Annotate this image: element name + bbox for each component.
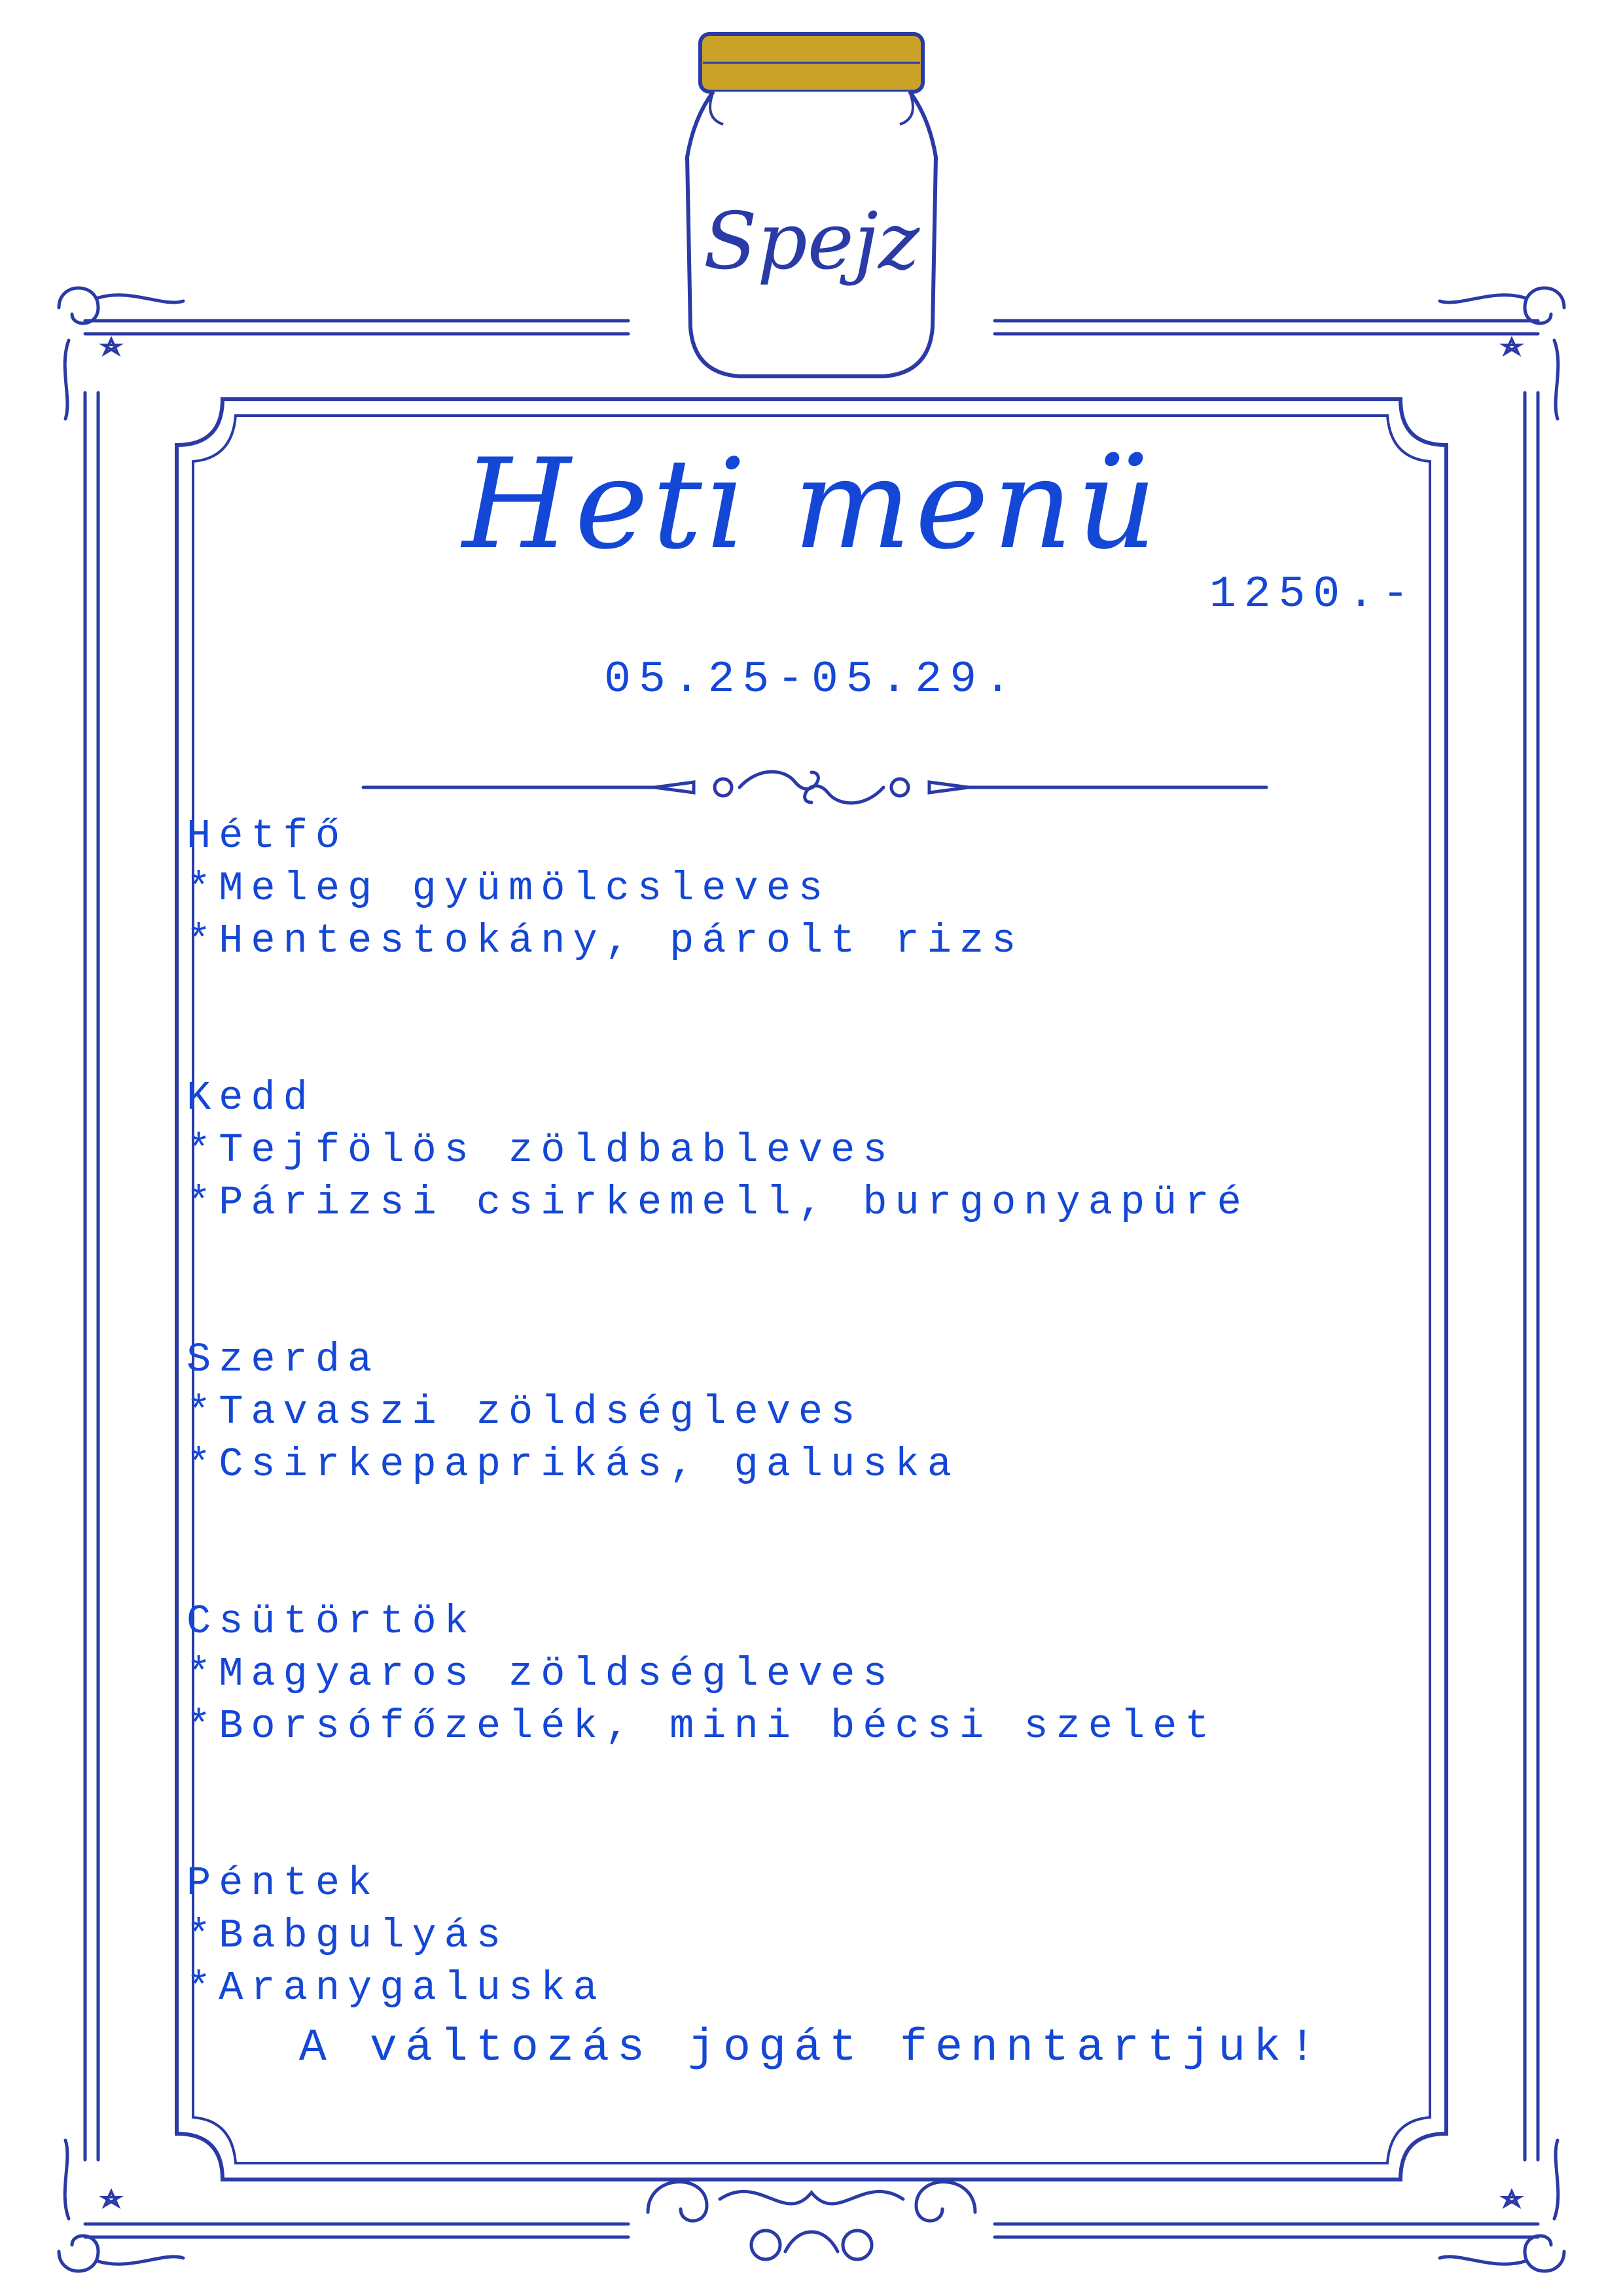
jar-logo (674, 20, 949, 386)
footer-note: A változás jogát fenntartjuk! (298, 2022, 1325, 2074)
jar-logo-text: Spejz (703, 196, 920, 287)
dish-soup: *Tavaszi zöldségleves (187, 1389, 863, 1435)
date-range: 05.25-05.29. (604, 655, 1019, 705)
dish-soup: *Tejfölös zöldbableves (187, 1127, 895, 1174)
day-name: Kedd (187, 1075, 315, 1121)
dish-main: *Borsófőzelék, mini bécsi szelet (187, 1703, 1217, 1749)
day-block-monday (187, 810, 1249, 967)
day-name: Péntek (187, 1860, 380, 1907)
menu-list (187, 810, 1249, 2119)
day-name: Szerda (187, 1336, 380, 1383)
day-name: Hétfő (187, 813, 348, 859)
day-block-friday (187, 1857, 1249, 2015)
day-block-wednesday (187, 1334, 1249, 1491)
dish-soup: *Babgulyás (187, 1912, 509, 1959)
price: 1250.- (1209, 569, 1417, 620)
dish-main: *Hentestokány, párolt rizs (187, 918, 1024, 964)
page-title: Heti menü (462, 432, 1161, 577)
dish-main: *Csirkepaprikás, galuska (187, 1441, 959, 1488)
day-block-tuesday (187, 1072, 1249, 1229)
day-block-thursday (187, 1596, 1249, 1753)
dish-soup: *Meleg gyümölcsleves (187, 865, 831, 912)
day-name: Csütörtök (187, 1598, 476, 1645)
dish-soup: *Magyaros zöldségleves (187, 1651, 895, 1697)
dish-main: *Párizsi csirkemell, burgonyapüré (187, 1179, 1249, 1226)
dish-main: *Aranygaluska (187, 1965, 605, 2011)
